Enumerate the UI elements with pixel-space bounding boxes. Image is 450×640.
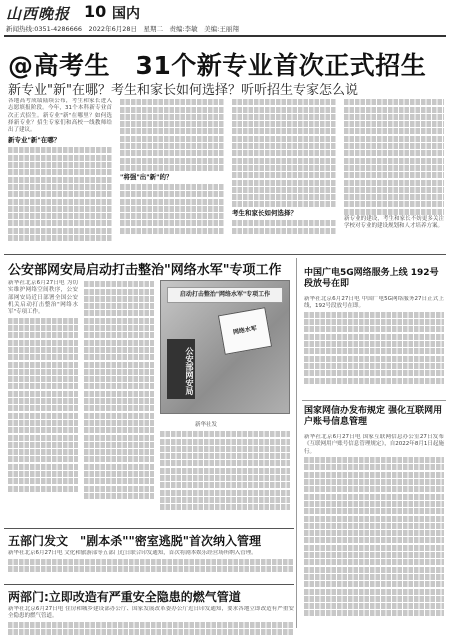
section-name: 国内 — [112, 6, 140, 22]
vertical-divider — [296, 258, 297, 628]
newspaper-logo: 山西晚报 — [6, 5, 71, 23]
lead-column-1 — [8, 98, 112, 248]
photo-sign: 公安部网安局 — [167, 339, 195, 399]
story-three-headline: 中国广电5G网络服务上线 192号段放号在即 — [304, 268, 439, 289]
story-five-body — [8, 550, 294, 580]
story-three-lead: 新华社北京6月27日电 中国广电5G网络服务27日正式上线，192号段放号在即。 — [304, 296, 444, 310]
story-four-body — [304, 434, 444, 634]
story-five-headline: 五部门发文 "剧本杀""密室逃脱"首次纳入管理 — [8, 534, 262, 548]
story-two-photo — [160, 280, 290, 414]
masthead-divider — [4, 35, 446, 37]
story-six-body — [8, 606, 294, 638]
story-four-headline: 国家网信办发布规定 强化互联网用户账号信息管理 — [304, 406, 443, 427]
issue-meta: 新闻热线:0351-4286666 2022年6月28日 星期二 责编:李敏 美编:王丽翔 — [6, 25, 239, 33]
story-two-lead: 新华社北京6月27日电 为切实维护网络空间秩序，公安部网安局近日部署全国公安机关启动打击整治"网络水军"专项工作。 — [8, 280, 78, 316]
photo-caption: 新华社发 — [195, 422, 218, 428]
story-two-headline: 公安部网安局启动打击整治"网络水军"专项工作 — [8, 263, 282, 278]
divider-right — [302, 400, 446, 401]
story-six-lead: 新华社北京6月27日电 住房和城乡建设部办公厅、国家发展改革委办公厅近日印发通知，要求各地立即改造有严重安全隐患的燃气管道。 — [8, 606, 294, 620]
photo-net-label: 网络水军 — [218, 307, 272, 355]
lead-column-4 — [344, 98, 444, 248]
story-four-lead: 新华社北京6月27日电 国家互联网信息办公室27日发布《互联网用户账号信息管理规定》，自2022年8月1日起施行。 — [304, 434, 444, 455]
lead-intro: 各地高考成绩陆续公布，考生和家长进入志愿填报阶段。今年，31个本科新专业首次正式招生。新专业"新"在哪里？如何选择新专业？招生专家们和高校一线教师给出了建议。 — [8, 98, 112, 134]
lead-column-3 — [232, 98, 336, 248]
page-number: 10 — [84, 2, 107, 21]
story-six-headline: 两部门:立即改造有严重安全隐患的燃气管道 — [8, 590, 241, 604]
lead-column-2 — [120, 98, 224, 248]
lead-subtitle-2: "将强"出"新"的？ — [120, 172, 173, 181]
story-two-column-3 — [160, 430, 290, 522]
story-five-lead: 新华社北京6月27日电 文化和旅游部等五部门近日联合印发通知，首次将剧本娱乐经营场所纳入管理。 — [8, 550, 257, 556]
lead-tail: 新专业的建设，考生和家长不妨更多关注学校对专业的建设规划和人才培养方案。 — [344, 216, 444, 230]
lead-subhead: 新专业"新"在哪？考生和家长如何选择？听听招生专家怎么说 — [8, 83, 358, 98]
lead-subtitle-3: 考生和家长如何选择？ — [232, 209, 297, 218]
lead-headline: @高考生 31个新专业首次正式招生 — [8, 51, 427, 80]
story-two-column-2 — [84, 280, 154, 522]
lead-subtitle-1: 新专业"新"在哪？ — [8, 136, 61, 145]
divider-3 — [4, 584, 294, 585]
divider-2 — [4, 528, 294, 529]
story-three-body — [304, 296, 444, 396]
divider-1 — [4, 254, 446, 255]
masthead — [0, 0, 450, 40]
photo-banner: 启动打击整治"网络水军"专项工作 — [167, 287, 283, 303]
story-two-column-1 — [8, 280, 78, 522]
